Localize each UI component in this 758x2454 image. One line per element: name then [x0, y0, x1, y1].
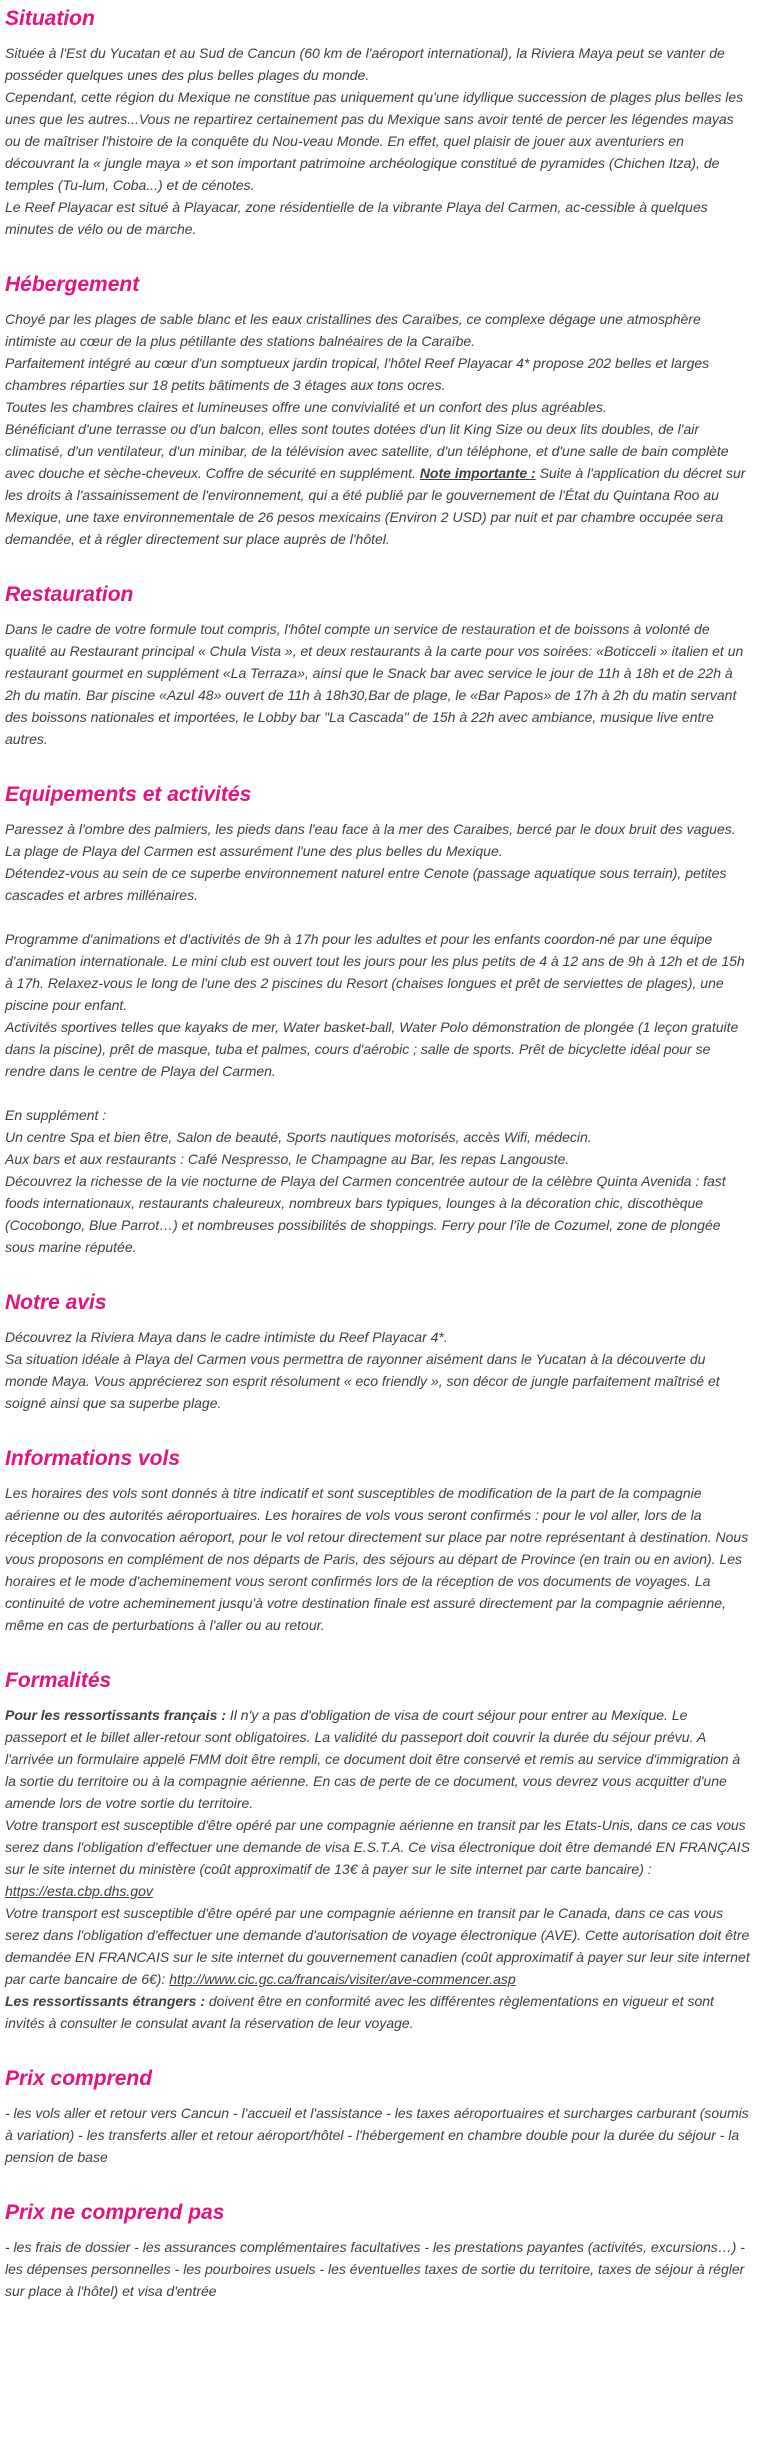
paragraph [5, 1902, 752, 1990]
sections [5, 6, 752, 2302]
text-run: - les vols aller et retour vers Cancun - l'accueil et l'assistance - les taxes aéroportuaires et surcharges carburant (soumis à variation) - les transferts aller et retour aéroport/hôtel - l'hébergement en chambre double pour la durée du séjour - la pension de base [5, 2105, 749, 2165]
hyperlink[interactable]: http://www.cic.gc.ca/francais/visiter/ave-commencer.asp [169, 1971, 516, 1987]
text-run: Toutes les chambres claires et lumineuses offre une convivialité et un confort des plus agréables. [5, 399, 607, 415]
paragraph [5, 1482, 752, 1636]
text-run: Sa situation idéale à Playa del Carmen vous permettra de rayonner aisément dans le Yucatan à la découverte du monde Maya. Vous apprécierez son esprit résolument « eco friendly », son décor de jungle parfaitement maîtrisé et soigné ainsi que sa superbe plage. [5, 1351, 720, 1411]
text-run: Choyé par les plages de sable blanc et les eaux cristallines des Caraïbes, ce complexe dégage une atmosphère intimiste au cœur de la plus pétillante des stations balnéaires de la Caraïbe. [5, 311, 701, 349]
text-run: doivent être en conformité avec les différentes règlementations en vigueur et sont invités à consulter le consulat avant la réservation de leur voyage. [5, 1993, 714, 2031]
text-run: Programme d'animations et d'activités de 9h à 17h pour les adultes et pour les enfants coordon-né par une équipe d'animation internationale. Le mini club est ouvert tout les jours pour les plus petits de 4 à 12 ans de 9h à 12h et de 15h à 17h. Relaxez-vous le long de l'une des 2 piscines du Resort (chaises longues et prêt de serviettes de plages), une piscine pour enfant. [5, 931, 745, 1013]
text-run: - les frais de dossier - les assurances complémentaires facultatives - les prestations payantes (activités, excursions…) - les dépenses personnelles - les pourboires usuels - les éventuelles taxes de sortie du territoire, taxes de séjour à régler sur place à l'hôtel) et visa d'entrée [5, 2239, 745, 2299]
text-run: Il n'y a pas d'obligation de visa de court séjour pour entrer au Mexique. Le passeport et le billet aller-retour sont obligatoires. La validité du passeport doit couvrir la durée du séjour prévu. A l'arrivée un formulaire appelé FMM doit être rempli, ce document doit être conservé et remis au service d'immigration à la sortie du territoire ou à la compagnie aérienne. En cas de perte de ce document, vous devrez vous acquitter d'une amende lors de votre sortie du territoire. [5, 1707, 741, 1811]
section-title-restauration: Restauration [5, 583, 134, 606]
text-run: Bénéficiant d'une terrasse ou d'un balcon, elles sont toutes dotées d'un lit King Size ou deux lits doubles, de l'air climatisé, d'un ventilateur, d'un minibar, de la télévision avec satellite, d'un téléphone, et d'une salle de bain complète avec douche et sèche-cheveux. Coffre de sécurité en supplément. [5, 421, 729, 481]
text-run: Note importante : [419, 465, 536, 481]
text-run: Aux bars et aux restaurants : Café Nespresso, le Champagne au Bar, les repas Langouste. [5, 1151, 570, 1167]
section-formalites [5, 1668, 752, 2034]
section-title-informations-vols: Informations vols [5, 1447, 181, 1470]
paragraph [5, 1104, 752, 1126]
text-run: Les horaires des vols sont donnés à titre indicatif et sont susceptibles de modification de la part de la compagnie aérienne ou des autorités aéroportuaires. Les horaires de vols vous seront confirmés : pour le vol aller, lors de la réception de la convocation aéroport, pour le vol retour directement sur place par notre représentant à destination. Nous vous proposons en complément de nos départs de Paris, des séjours au départ de Province (en train ou en avion). Les horaires et le mode d'acheminement vous seront confirmés lors de la réception de vos documents de voyages. La continuité de votre acheminement jusqu'à votre destination finale est assuré directement par la compagnie aérienne, même en cas de perturbations à l'aller ou au retour. [5, 1485, 749, 1633]
paragraph [5, 1170, 752, 1258]
paragraph [5, 196, 752, 240]
paragraph [5, 1148, 752, 1170]
section-hebergement [5, 272, 752, 550]
section-title-notre-avis: Notre avis [5, 1291, 107, 1314]
section-title-formalites: Formalités [5, 1669, 112, 1692]
paragraph [5, 418, 752, 550]
paragraph [5, 818, 752, 862]
hyperlink[interactable]: https://esta.cbp.dhs.gov [5, 1883, 153, 1899]
section-notre-avis [5, 1290, 752, 1414]
paragraph [5, 2102, 752, 2168]
paragraph [5, 42, 752, 86]
section-informations-vols [5, 1446, 752, 1636]
text-run: Dans le cadre de votre formule tout compris, l'hôtel compte un service de restauration et de boissons à volonté de qualité au Restaurant principal « Chula Vista », et deux restaurants à la carte pour vos soirées: «Boticceli » italien et un restaurant gourmet en supplément «La Terraza», ainsi que le Snack bar avec service le jour de 11h à 18h et de 22h à 2h du matin. Bar piscine «Azul 48» ouvert de 11h à 18h30,Bar de plage, le «Bar Papos» de 17h à 2h du matin servant des boissons nationales et importées, le Lobby bar "La Cascada" de 15h à 22h avec ambiance, musique live entre autres. [5, 621, 744, 747]
paragraph [5, 352, 752, 396]
section-restauration [5, 582, 752, 750]
paragraph [5, 862, 752, 906]
paragraph [5, 618, 752, 750]
text-run: Découvrez la richesse de la vie nocturne de Playa del Carmen concentrée autour de la célèbre Quinta Avenida : fast foods internationaux, restaurants chaleureux, nombreux bars typiques, lounges à la décoration chic, discothèque (Cocobongo, Blue Parrot…) et nombreuses possibilités de shoppings. Ferry pour l'île de Cozumel, zone de plongée sous marine réputée. [5, 1173, 726, 1255]
text-run: Cependant, cette région du Mexique ne constitue pas uniquement qu'une idyllique succession de plages plus belles les unes que les autres...Vous ne repartirez certainement pas du Mexique sans avoir tenté de percer les légendes mayas ou de maîtriser l'histoire de la conquête du Nou-veau Monde. En effet, quel plaisir de jouer aux aventuriers en découvrant la « jungle maya » et son important patrimoine archéologique constitué de pyramides (Chichen Itza), de temples (Tu-lum, Coba...) et de cénotes. [5, 89, 744, 193]
paragraph [5, 1814, 752, 1880]
section-prix-comprend [5, 2066, 752, 2168]
paragraph [5, 86, 752, 196]
section-title-hebergement: Hébergement [5, 273, 140, 296]
paragraph [5, 396, 752, 418]
text-run: Votre transport est susceptible d'être opéré par une compagnie aérienne en transit par le Canada, dans ce cas vous serez dans l'obligation d'effectuer une demande d'autorisation de voyage électronique (AVE). Cette autorisation doit être demandée EN FRANCAIS sur le site internet du gouvernement canadien (coût approximatif à payer sur leur site internet par carte bancaire de 6€): [5, 1905, 750, 1987]
paragraph [5, 1348, 752, 1414]
paragraph [5, 1704, 752, 1814]
paragraph [5, 1990, 752, 2034]
paragraph [5, 2236, 752, 2302]
text-run: Un centre Spa et bien être, Salon de beauté, Sports nautiques motorisés, accès Wifi, médecin. [5, 1129, 592, 1145]
text-run: Le Reef Playacar est situé à Playacar, zone résidentielle de la vibrante Playa del Carmen, ac-cessible à quelques minutes de vélo ou de marche. [5, 199, 708, 237]
paragraph [5, 928, 752, 1016]
text-run: Les ressortissants étrangers : [5, 1993, 205, 2009]
text-run: Pour les ressortissants français : [5, 1707, 226, 1723]
text-run: Activités sportives telles que kayaks de mer, Water basket-ball, Water Polo démonstration de plongée (1 leçon gratuite dans la piscine), prêt de masque, tuba et palmes, cours d'aérobic ; salle de sports. Prêt de bicyclette idéal pour se rendre dans le centre de Playa del Carmen. [5, 1019, 739, 1079]
text-run: En supplément : [5, 1107, 107, 1123]
text-run: Paressez à l'ombre des palmiers, les pieds dans l'eau face à la mer des Caraibes, bercé par le doux bruit des vagues. La plage de Playa del Carmen est assurément l'une des plus belles du Mexique. [5, 821, 736, 859]
text-run: Parfaitement intégré au cœur d'un somptueux jardin tropical, l'hôtel Reef Playacar 4* propose 202 belles et larges chambres réparties sur 18 petits bâtiments de 3 étages aux tons ocres. [5, 355, 710, 393]
section-title-prix-ne-comprend-pas: Prix ne comprend pas [5, 2201, 225, 2224]
paragraph [5, 308, 752, 352]
text-run: Votre transport est susceptible d'être opéré par une compagnie aérienne en transit par les Etats-Unis, dans ce cas vous serez dans l'obligation d'effectuer une demande de visa E.S.T.A. Ce visa électronique doit être demandé EN FRANÇAIS sur le site internet du ministère (coût approximatif de 13€ à payer sur le site internet par carte bancaire) : [5, 1817, 750, 1877]
section-title-situation: Situation [5, 7, 95, 30]
text-run: Détendez-vous au sein de ce superbe environnement naturel entre Cenote (passage aquatique sous terrain), petites cascades et arbres millénaires. [5, 865, 727, 903]
paragraph [5, 1880, 752, 1902]
paragraph [5, 1126, 752, 1148]
section-prix-ne-comprend-pas [5, 2200, 752, 2302]
text-run: Située à l'Est du Yucatan et au Sud de Cancun (60 km de l'aéroport international), la Riviera Maya peut se vanter de posséder quelques unes des plus belles plages du monde. [5, 45, 725, 83]
text-run: Découvrez la Riviera Maya dans le cadre intimiste du Reef Playacar 4*. [5, 1329, 448, 1345]
paragraph [5, 1326, 752, 1348]
section-title-equipements: Equipements et activités [5, 783, 252, 806]
text-run: Suite à l'application du décret sur les droits à l'assainissement de l'environnement, qui a été publié par le gouvernement de l'État du Quintana Roo au Mexique, une taxe environnementale de 26 pesos mexicains (Environ 2 USD) par nuit et par chambre occupée sera demandée, et à régler directement sur place auprès de l'hôtel. [5, 465, 746, 547]
paragraph [5, 1016, 752, 1082]
section-title-prix-comprend: Prix comprend [5, 2067, 153, 2090]
section-situation [5, 6, 752, 240]
section-equipements [5, 782, 752, 1258]
